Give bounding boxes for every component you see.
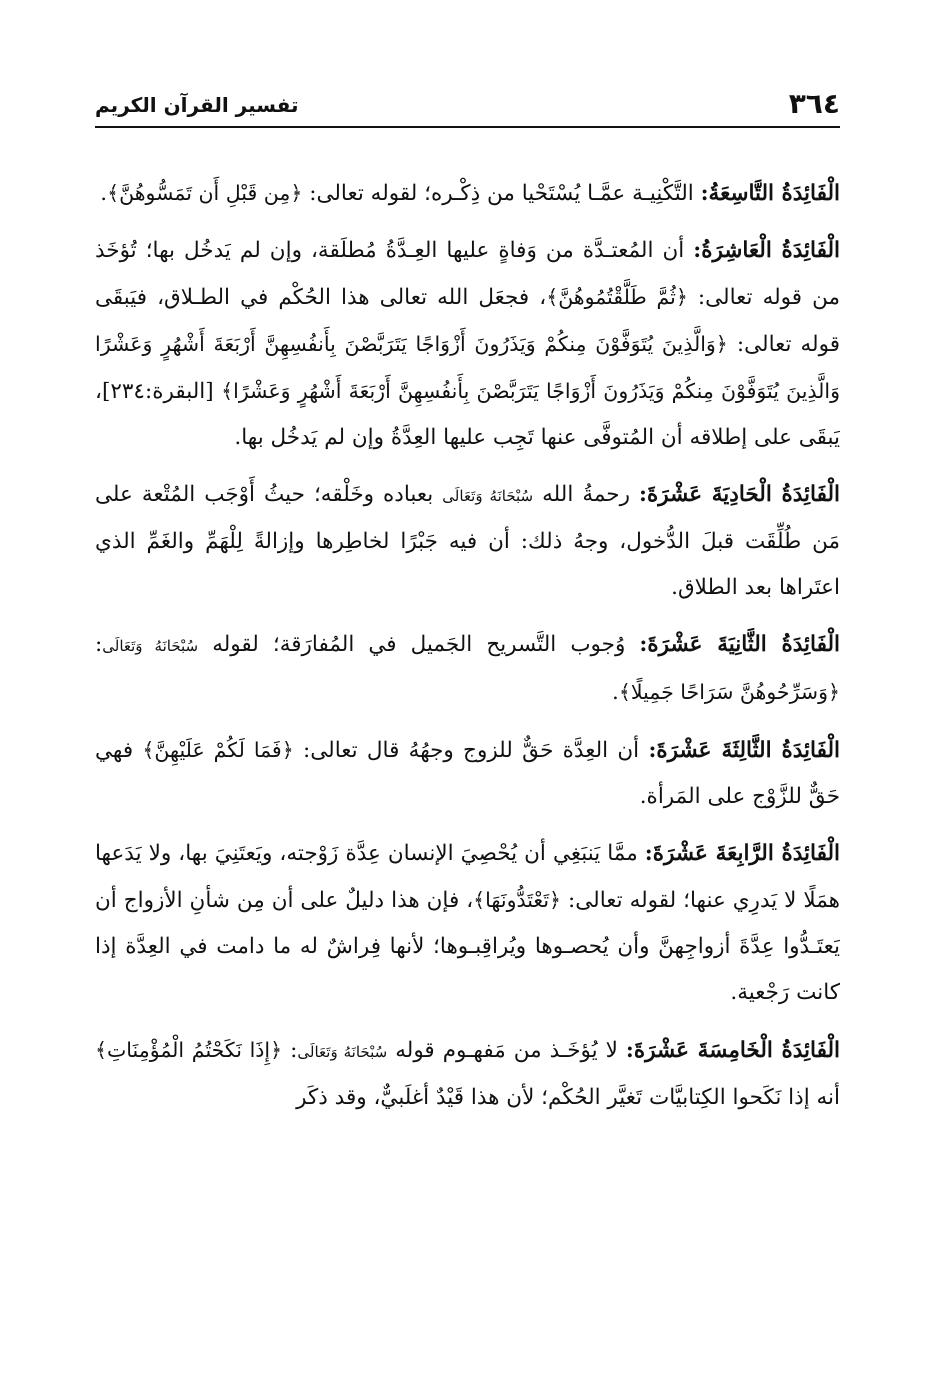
- benefit-heading: الْفَائِدَةُ الثَّالِثَةَ عَشْرَةَ:: [648, 738, 840, 763]
- quran-verse: ﴿فَمَا لَكُمْ عَلَيْهِنَّ﴾: [142, 738, 294, 762]
- body-text: رحمةُ الله: [533, 482, 640, 507]
- page-number: ٣٦٤: [788, 87, 840, 120]
- honorific-phrase: سُبْحَانَهُ وَتَعَالَى: [297, 1043, 388, 1061]
- body-text: ، فجعَل الله تعالى هذا الحُكْم في الطـلاق، فيَبقَى قوله تعالى:: [95, 285, 840, 357]
- quran-verse: ﴿إِذَا نَكَحْتُمُ الْمُؤْمِنَاتِ﴾: [95, 1038, 283, 1062]
- body-text: [البقرة:٢٣٤]، يَبقَى على إطلاقه أن المُتوفَّى عنها تَجِب عليها العِدَّةُ وإن لم يَدخُل بها.: [95, 379, 840, 450]
- running-title: تفسير القرآن الكريم: [95, 93, 299, 117]
- body-text: .: [100, 181, 108, 206]
- paragraph: [95, 170, 840, 217]
- paragraph: [95, 472, 840, 611]
- body-text: بعباده وخَلْقه؛ حيثُ أَوْجَب المُتْعة على مَن طُلِّقَت قبلَ الدُّخول، وجهُ ذلك: أن فيه جَبْرًا لخاطِرها وإزالةً لِلْهَمِّ والغَمِّ الذي اعتَراها بعد الطلاق.: [95, 482, 840, 600]
- quran-verse: ﴿تَعْتَدُّونَهَا﴾: [473, 888, 562, 912]
- quran-verse: ﴿مِن قَبْلِ أَن تَمَسُّوهُنَّ﴾: [107, 181, 303, 205]
- benefit-heading: الْفَائِدَةُ الرَّابِعَةَ عَشْرَةَ:: [644, 841, 840, 866]
- benefit-heading: الْفَائِدَةُ الْخَامِسَةَ عَشْرَةَ:: [625, 1038, 840, 1063]
- body-text: .: [611, 680, 619, 705]
- paragraph: [95, 228, 840, 461]
- body-text: أنه إذا نَكَحوا الكِتابيَّات تَغيَّر الحُكْم؛ لأن هذا قَيْدٌ أغلَبيٌّ، وقد ذكَر: [296, 1085, 840, 1110]
- honorific-phrase: سُبْحَانَهُ وَتَعَالَى: [442, 487, 534, 505]
- paragraph: [95, 622, 840, 716]
- body-text: وُجوب التَّسريح الجَميل في المُفارَقة؛ لقوله: [198, 632, 640, 657]
- benefit-heading: الْفَائِدَةُ التَّاسِعَةُ:: [700, 181, 840, 206]
- paragraph: [95, 727, 840, 820]
- benefit-heading: الْفَائِدَةُ الْعَاشِرَةُ:: [693, 238, 840, 263]
- body-text: التَّكْنِيـة عمَّـا يُسْتَحْيا من ذِكْـره؛ لقوله تعالى:: [302, 181, 701, 206]
- quran-verse: ﴿وَالَّذِينَ يُتَوَفَّوْنَ مِنكُمْ وَيَذَرُونَ أَزْوَاجًا يَتَرَبَّصْنَ بِأَنفُسِهِنَّ أَرْبَعَةَ أَشْهُرٍ وَعَشْرًا وَالَّذِينَ يُتَوَفَّوْنَ مِنكُمْ وَيَذَرُونَ أَزْوَاجًا يَتَرَبَّصْنَ بِأَنفُسِهِنَّ أَرْبَعَةَ أَشْهُرٍ وَعَشْرًا﴾: [95, 332, 840, 403]
- benefit-heading: الْفَائِدَةُ الثَّانِيَةَ عَشْرَةَ:: [639, 632, 840, 657]
- body-text: أن المُعتـدَّة من وَفاةٍ عليها العِـدَّةُ مُطلَقة، وإن لم يَدخُل بها؛ تُؤخَذ من قوله تعالى:: [95, 238, 840, 310]
- paragraph: [95, 1027, 840, 1121]
- body-text: ممَّا يَنبَغِي أن يُحْصِيَ الإنسان عِدَّة زَوْجته، ويَعتَنِيَ بها، ولا يَدَعها همَلًا لا يَدرِي عنها؛ لقوله تعالى:: [95, 841, 840, 913]
- quran-verse: ﴿ثُمَّ طَلَّقْتُمُوهُنَّ﴾: [546, 285, 688, 309]
- body-text: :: [95, 632, 103, 657]
- quran-verse: ﴿وَسَرِّحُوهُنَّ سَرَاحًا جَمِيلًا﴾: [618, 680, 840, 704]
- body-text: أن العِدَّة حَقٌّ للزوج وجهُهُ قال تعالى:: [293, 738, 649, 763]
- page-body: [95, 170, 840, 1360]
- body-text: ، فإن هذا دليلٌ على أن مِن شأنِ الأزواج أن يَعتَـدُّوا عِدَّةَ أزواجِهنَّ وأن يُحصـوها ويُراقِبـوها؛ لأنها فِراشٌ له ما دامت في العِدَّة إذا كانت رَجْعية.: [95, 888, 840, 1005]
- body-text: :: [282, 1038, 298, 1063]
- honorific-phrase: سُبْحَانَهُ وَتَعَالَى: [102, 637, 199, 655]
- paragraph: [95, 831, 840, 1016]
- benefit-heading: الْفَائِدَةُ الْحَادِيَةَ عَشْرَةَ:: [639, 482, 840, 507]
- page-header: [95, 84, 840, 128]
- body-text: فهي حَقٌّ للزَّوْج على المَرأة.: [95, 738, 840, 809]
- body-text: لا يُؤخَـذ من مَفهـوم قوله: [387, 1038, 626, 1063]
